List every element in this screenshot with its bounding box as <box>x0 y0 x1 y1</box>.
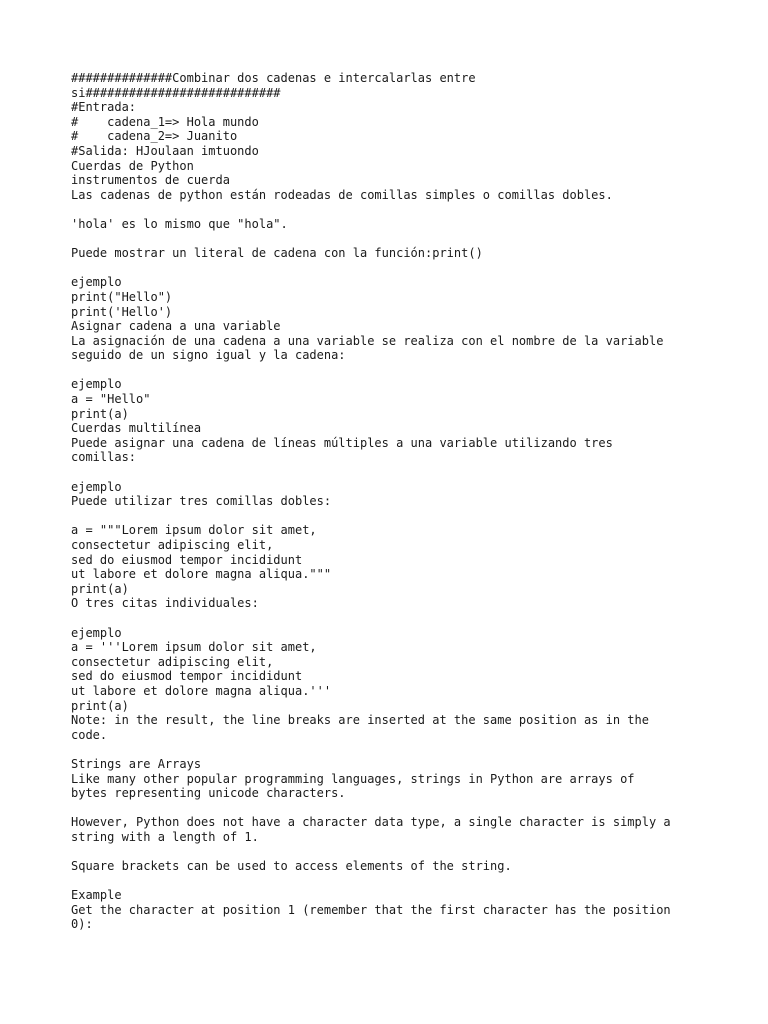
text-line: bytes representing unicode characters. <box>71 786 346 801</box>
text-line <box>71 611 711 626</box>
text-line <box>71 261 711 276</box>
text-line: Puede mostrar un literal de cadena con la función:print() <box>71 246 483 261</box>
document-text <box>71 71 711 932</box>
text-line: Strings are Arrays <box>71 756 202 771</box>
text-line: Cuerdas multilínea <box>71 421 202 436</box>
text-line: Asignar cadena a una variable <box>71 319 281 334</box>
text-line: consectetur adipiscing elit, <box>71 538 274 552</box>
text-line: instrumentos de cuerda <box>71 173 230 188</box>
text-line: string with a length of 1. <box>71 829 259 844</box>
text-line: ejemplo <box>71 625 122 640</box>
text-line: ejemplo <box>71 479 122 494</box>
text-line: Puede asignar una cadena de líneas múltiples a una variable utilizando tres <box>71 435 613 450</box>
text-line: 'hola' es lo mismo que "hola". <box>71 216 288 231</box>
text-line: ejemplo <box>71 275 122 290</box>
text-line: La asignación de una cadena a una variable se realiza con el nombre de la variable <box>71 333 664 348</box>
text-line: sed do eiusmod tempor incididunt <box>71 669 303 684</box>
text-line: Square brackets can be used to access elements of the string. <box>71 859 512 874</box>
text-line <box>71 232 711 247</box>
text-line <box>71 844 711 859</box>
text-line: #Entrada: <box>71 100 137 115</box>
text-line: print(a) <box>71 698 129 713</box>
text-line <box>71 509 711 524</box>
text-line <box>71 202 711 217</box>
text-line: print(a) <box>71 406 129 421</box>
text-line: Cuerdas de Python <box>71 158 194 173</box>
text-line: a = "Hello" <box>71 392 151 407</box>
text-line: Note: in the result, the line breaks are inserted at the same position as in the <box>71 713 649 728</box>
text-line <box>71 801 711 816</box>
text-line: ut labore et dolore magna aliqua.''' <box>71 683 332 698</box>
text-line <box>71 465 711 480</box>
text-line: comillas: <box>71 450 137 465</box>
text-line: si########################### <box>71 85 281 100</box>
text-line: Example <box>71 888 122 903</box>
text-line <box>71 363 711 378</box>
text-line: # cadena_2=> Juanito <box>71 129 238 144</box>
text-line: seguido de un signo igual y la cadena: <box>71 348 346 363</box>
text-line: code. <box>71 727 108 742</box>
text-line: 0): <box>71 917 93 932</box>
text-line <box>71 742 711 757</box>
text-line: ejemplo <box>71 377 122 392</box>
text-line: ##############Combinar dos cadenas e intercalarlas entre <box>71 71 476 85</box>
text-line: print('Hello') <box>71 304 173 319</box>
text-line: a = """Lorem ipsum dolor sit amet, <box>71 523 317 538</box>
text-line: However, Python does not have a character data type, a single character is simply a <box>71 815 671 830</box>
text-line <box>71 874 711 889</box>
text-line: a = '''Lorem ipsum dolor sit amet, <box>71 640 317 655</box>
text-line: ut labore et dolore magna aliqua.""" <box>71 567 332 582</box>
text-line: Las cadenas de python están rodeadas de comillas simples o comillas dobles. <box>71 187 613 202</box>
text-line: O tres citas individuales: <box>71 596 259 611</box>
text-line: print(a) <box>71 581 129 596</box>
text-line: #Salida: HJoulaan imtuondo <box>71 143 259 158</box>
text-line: Puede utilizar tres comillas dobles: <box>71 494 332 509</box>
text-line: # cadena_1=> Hola mundo <box>71 114 259 129</box>
text-line: sed do eiusmod tempor incididunt <box>71 552 303 567</box>
text-line: print("Hello") <box>71 289 173 304</box>
text-line: consectetur adipiscing elit, <box>71 654 274 669</box>
text-line: Get the character at position 1 (remember that the first character has the position <box>71 902 671 917</box>
text-line: Like many other popular programming languages, strings in Python are arrays of <box>71 771 635 786</box>
